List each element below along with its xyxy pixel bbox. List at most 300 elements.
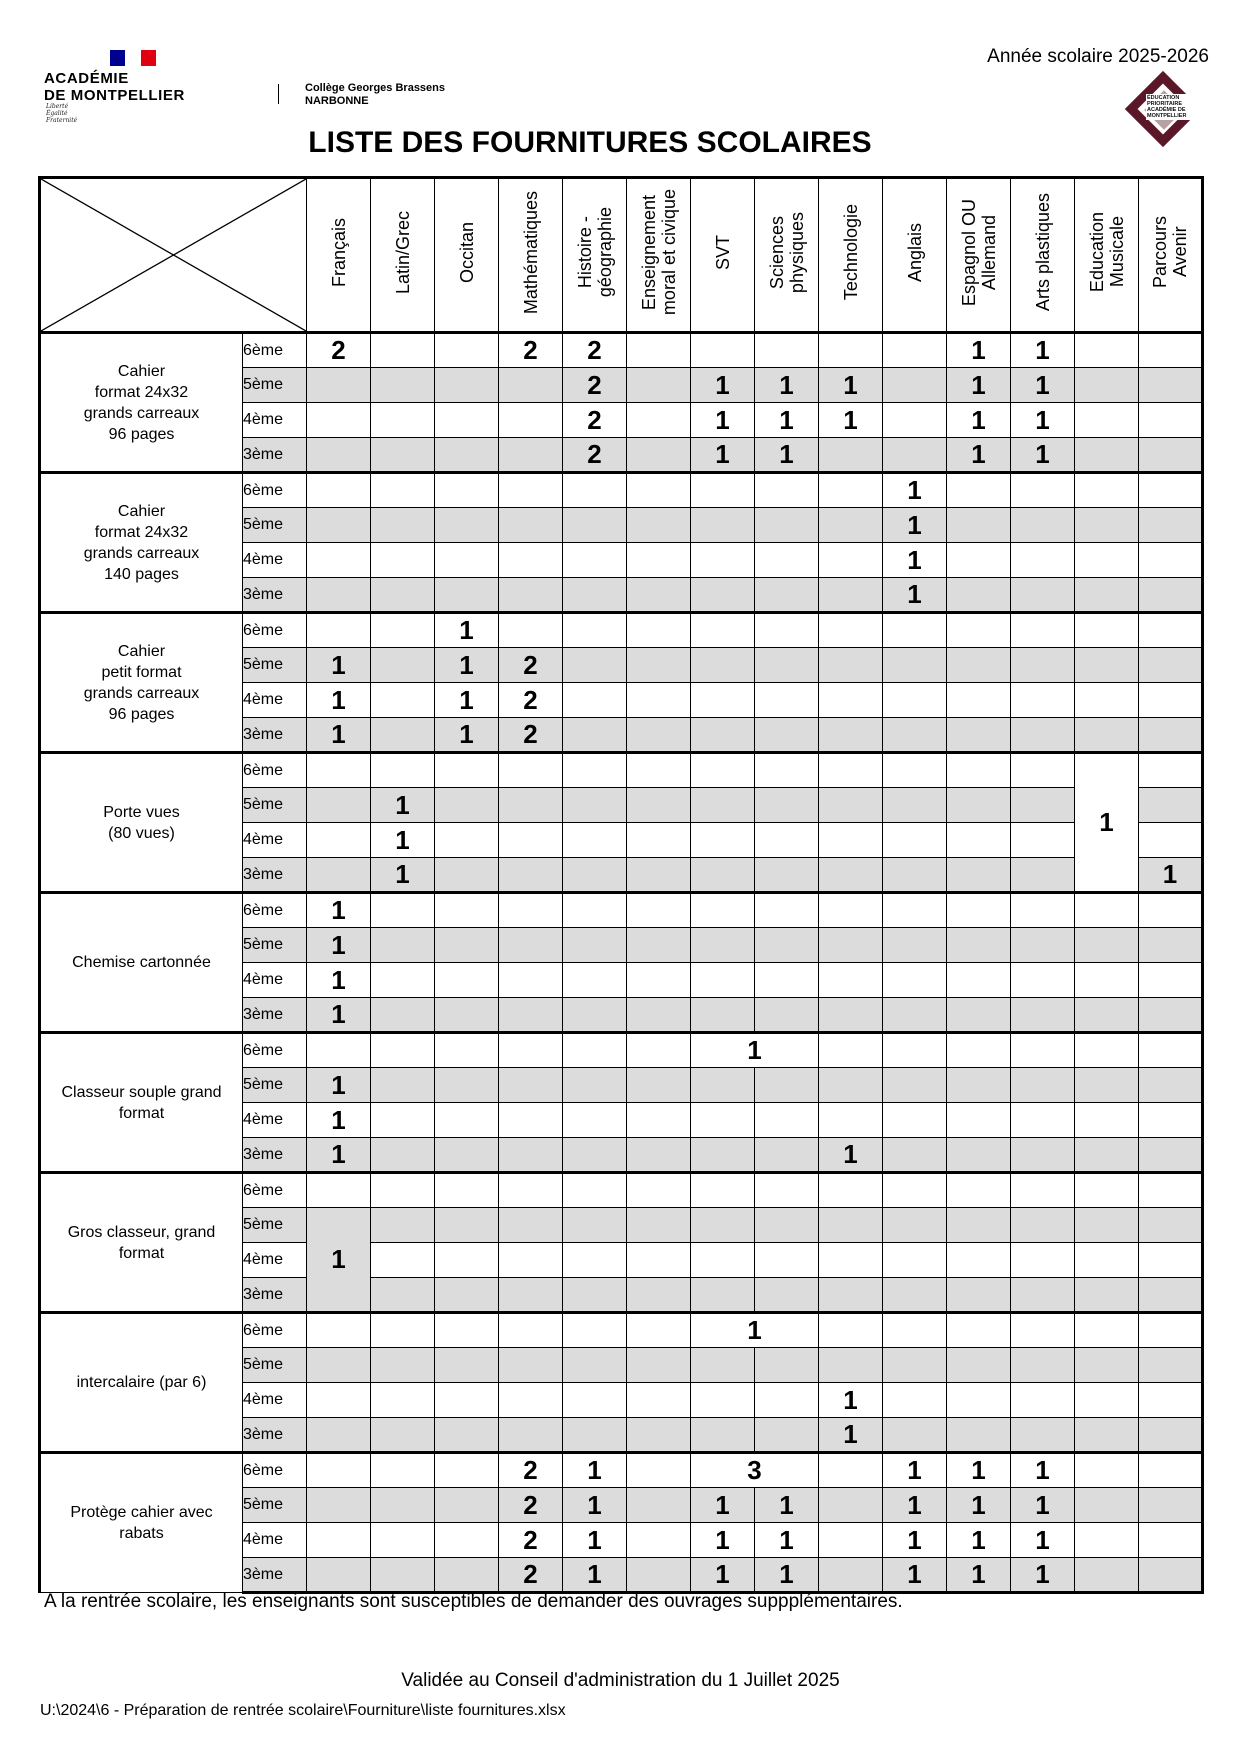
- quantity-cell: [371, 1558, 435, 1593]
- level-label: 6ème: [243, 753, 307, 788]
- quantity-cell: [947, 1138, 1011, 1173]
- quantity-cell: [1075, 368, 1139, 403]
- quantity-cell: [435, 858, 499, 893]
- quantity-cell: 1: [883, 473, 947, 508]
- quantity-cell: [307, 823, 371, 858]
- quantity-cell: [691, 543, 755, 578]
- quantity-cell: 1: [755, 1523, 819, 1558]
- quantity-cell: 1: [1011, 368, 1075, 403]
- quantity-cell: [627, 1068, 691, 1103]
- quantity-cell: [627, 473, 691, 508]
- quantity-cell: [627, 753, 691, 788]
- table-row: [40, 1453, 1203, 1488]
- quantity-cell: [1075, 1313, 1139, 1348]
- quantity-cell: [1011, 1033, 1075, 1068]
- quantity-cell: [371, 1103, 435, 1138]
- quantity-cell: [755, 1348, 819, 1383]
- academy-name-line1: ACADÉMIE: [44, 70, 129, 87]
- quantity-cell: [499, 893, 563, 928]
- quantity-cell: [435, 1418, 499, 1453]
- quantity-cell: [499, 1138, 563, 1173]
- level-label: 3ème: [243, 1418, 307, 1453]
- subject-header: [307, 178, 371, 333]
- subject-header: [435, 178, 499, 333]
- quantity-cell: [1075, 893, 1139, 928]
- quantity-cell: [435, 1208, 499, 1243]
- quantity-cell: 1: [307, 963, 371, 998]
- quantity-cell: [627, 648, 691, 683]
- quantity-cell: 1: [435, 683, 499, 718]
- quantity-cell: [627, 1558, 691, 1593]
- quantity-cell: [883, 1033, 947, 1068]
- quantity-cell: 2: [563, 403, 627, 438]
- quantity-cell: [1011, 578, 1075, 613]
- quantity-cell: [1139, 1103, 1203, 1138]
- subject-label: Histoire - géographie: [574, 207, 615, 298]
- quantity-cell: [563, 1243, 627, 1278]
- subject-label: Anglais: [904, 222, 925, 283]
- quantity-cell: [1075, 1033, 1139, 1068]
- quantity-cell: [563, 823, 627, 858]
- quantity-cell: [627, 543, 691, 578]
- quantity-cell: [1075, 1068, 1139, 1103]
- quantity-cell: 2: [563, 333, 627, 368]
- quantity-cell: [435, 1103, 499, 1138]
- college-title: Collège Georges Brassens: [305, 82, 446, 94]
- quantity-cell: [1075, 928, 1139, 963]
- quantity-cell: [1139, 718, 1203, 753]
- quantity-cell: [1139, 788, 1203, 823]
- quantity-cell: [1011, 543, 1075, 578]
- quantity-cell: [1139, 1243, 1203, 1278]
- quantity-cell: [755, 683, 819, 718]
- quantity-cell: [1075, 1138, 1139, 1173]
- quantity-cell: [755, 508, 819, 543]
- quantity-cell: 1: [819, 368, 883, 403]
- quantity-cell: [435, 893, 499, 928]
- quantity-cell: [435, 438, 499, 473]
- quantity-cell: [307, 1313, 371, 1348]
- quantity-cell: [371, 508, 435, 543]
- subject-label: SVT: [712, 234, 733, 270]
- quantity-cell: 1: [1011, 438, 1075, 473]
- quantity-cell: [883, 1348, 947, 1383]
- quantity-cell: 1: [307, 998, 371, 1033]
- quantity-cell: [563, 683, 627, 718]
- quantity-cell: [307, 753, 371, 788]
- quantity-cell: [947, 508, 1011, 543]
- quantity-cell: [947, 893, 1011, 928]
- quantity-cell: [371, 1313, 435, 1348]
- quantity-cell: [755, 998, 819, 1033]
- quantity-cell: [627, 613, 691, 648]
- quantity-cell: [1075, 998, 1139, 1033]
- quantity-cell: [435, 1558, 499, 1593]
- quantity-cell: 1: [1011, 333, 1075, 368]
- header-corner: [40, 178, 307, 333]
- quantity-cell: [947, 928, 1011, 963]
- quantity-cell: [435, 998, 499, 1033]
- quantity-cell: [435, 1033, 499, 1068]
- level-label: 6ème: [243, 893, 307, 928]
- table-row: [40, 1173, 1203, 1208]
- quantity-cell: [755, 578, 819, 613]
- footer-note: A la rentrée scolaire, les enseignants sont susceptibles de demander des ouvrages suppplémentaires.: [44, 1591, 903, 1612]
- quantity-cell: [1011, 1208, 1075, 1243]
- quantity-cell: [627, 718, 691, 753]
- subject-label: Education Musicale: [1086, 212, 1127, 293]
- subject-label: Technologie: [840, 204, 861, 301]
- quantity-cell: [947, 823, 1011, 858]
- level-label: 3ème: [243, 1558, 307, 1593]
- quantity-cell: [883, 1103, 947, 1138]
- quantity-cell: [1139, 928, 1203, 963]
- quantity-cell: [819, 543, 883, 578]
- quantity-cell: [1139, 1138, 1203, 1173]
- quantity-cell: [691, 858, 755, 893]
- quantity-cell: 1: [947, 403, 1011, 438]
- quantity-cell: [307, 1453, 371, 1488]
- quantity-cell: [563, 1173, 627, 1208]
- quantity-cell: [1011, 1243, 1075, 1278]
- quantity-cell: [371, 1138, 435, 1173]
- quantity-cell: [755, 963, 819, 998]
- quantity-cell: [1075, 683, 1139, 718]
- level-label: 5ème: [243, 1208, 307, 1243]
- quantity-cell: [371, 1418, 435, 1453]
- quantity-cell: [1139, 998, 1203, 1033]
- quantity-cell: [307, 1033, 371, 1068]
- quantity-cell: [627, 1278, 691, 1313]
- quantity-cell: [883, 858, 947, 893]
- quantity-cell: [563, 858, 627, 893]
- quantity-cell: [307, 473, 371, 508]
- quantity-cell: 1: [691, 368, 755, 403]
- quantity-cell: [1075, 1418, 1139, 1453]
- quantity-cell: [1139, 1068, 1203, 1103]
- quantity-cell: [755, 1138, 819, 1173]
- quantity-cell: [563, 1033, 627, 1068]
- quantity-cell: 1: [307, 648, 371, 683]
- page-title: LISTE DES FOURNITURES SCOLAIRES: [308, 126, 872, 159]
- level-label: 3ème: [243, 1138, 307, 1173]
- level-label: 3ème: [243, 438, 307, 473]
- quantity-cell: [499, 788, 563, 823]
- quantity-cell: [1139, 683, 1203, 718]
- quantity-cell: [499, 403, 563, 438]
- quantity-cell: [371, 403, 435, 438]
- quantity-cell: [627, 1453, 691, 1488]
- quantity-cell: [755, 1418, 819, 1453]
- quantity-cell: [947, 1418, 1011, 1453]
- quantity-cell: [1075, 613, 1139, 648]
- quantity-cell: [883, 1068, 947, 1103]
- quantity-cell: [371, 893, 435, 928]
- quantity-cell: [1075, 1173, 1139, 1208]
- quantity-cell: 1: [947, 1523, 1011, 1558]
- quantity-cell: [691, 998, 755, 1033]
- quantity-cell: 1: [371, 858, 435, 893]
- quantity-cell: 1: [1139, 858, 1203, 893]
- quantity-cell: [1075, 438, 1139, 473]
- quantity-cell: [1139, 1558, 1203, 1593]
- quantity-cell: [755, 893, 819, 928]
- quantity-cell: [563, 1383, 627, 1418]
- quantity-cell: [1139, 1173, 1203, 1208]
- quantity-cell: [627, 1348, 691, 1383]
- quantity-cell: [819, 963, 883, 998]
- quantity-cell: [371, 1383, 435, 1418]
- subject-label: Mathématiques: [520, 190, 541, 315]
- quantity-cell: [947, 473, 1011, 508]
- quantity-cell: [755, 753, 819, 788]
- quantity-cell: [691, 893, 755, 928]
- quantity-cell: 3: [691, 1453, 819, 1488]
- quantity-cell: [755, 1103, 819, 1138]
- quantity-cell: [499, 1033, 563, 1068]
- quantity-cell: [563, 963, 627, 998]
- quantity-cell: [499, 613, 563, 648]
- subject-header-row: [40, 178, 1203, 333]
- quantity-cell: [691, 648, 755, 683]
- quantity-cell: 1: [691, 1033, 819, 1068]
- quantity-cell: [1075, 1208, 1139, 1243]
- quantity-cell: [1075, 1348, 1139, 1383]
- quantity-cell: [947, 648, 1011, 683]
- quantity-cell: 1: [371, 823, 435, 858]
- quantity-cell: [371, 578, 435, 613]
- quantity-cell: [1011, 893, 1075, 928]
- quantity-cell: [627, 403, 691, 438]
- quantity-cell: [1139, 438, 1203, 473]
- quantity-cell: [1011, 788, 1075, 823]
- quantity-cell: [499, 1383, 563, 1418]
- quantity-cell: 1: [883, 1488, 947, 1523]
- quantity-cell: 1: [819, 403, 883, 438]
- quantity-cell: [1075, 508, 1139, 543]
- quantity-cell: [627, 683, 691, 718]
- college-name: [305, 82, 445, 108]
- quantity-cell: [435, 1068, 499, 1103]
- quantity-cell: [883, 1383, 947, 1418]
- quantity-cell: [691, 753, 755, 788]
- quantity-cell: [1011, 1173, 1075, 1208]
- quantity-cell: 2: [499, 1523, 563, 1558]
- quantity-cell: 1: [563, 1488, 627, 1523]
- supplies-table: [38, 176, 1204, 1594]
- quantity-cell: [307, 1173, 371, 1208]
- quantity-cell: [627, 1033, 691, 1068]
- subject-label: Sciences physiques: [766, 211, 807, 294]
- quantity-cell: [627, 858, 691, 893]
- quantity-cell: [1139, 823, 1203, 858]
- quantity-cell: [819, 893, 883, 928]
- quantity-cell: [883, 1138, 947, 1173]
- quantity-cell: [691, 1138, 755, 1173]
- quantity-cell: 1: [307, 1138, 371, 1173]
- quantity-cell: [883, 1173, 947, 1208]
- quantity-cell: [947, 788, 1011, 823]
- quantity-cell: 1: [691, 1488, 755, 1523]
- quantity-cell: [627, 1523, 691, 1558]
- quantity-cell: [1139, 753, 1203, 788]
- quantity-cell: [883, 1208, 947, 1243]
- quantity-cell: 1: [691, 1313, 819, 1348]
- quantity-cell: [563, 893, 627, 928]
- quantity-cell: [883, 1418, 947, 1453]
- quantity-cell: 2: [499, 1488, 563, 1523]
- quantity-cell: [1139, 543, 1203, 578]
- quantity-cell: [1011, 613, 1075, 648]
- quantity-cell: 1: [371, 788, 435, 823]
- quantity-cell: [563, 1208, 627, 1243]
- quantity-cell: [307, 1348, 371, 1383]
- level-label: 4ème: [243, 1103, 307, 1138]
- quantity-cell: [947, 718, 1011, 753]
- quantity-cell: [307, 368, 371, 403]
- quantity-cell: [499, 753, 563, 788]
- level-label: 5ème: [243, 1348, 307, 1383]
- quantity-cell: 1: [947, 1488, 1011, 1523]
- quantity-cell: [1075, 543, 1139, 578]
- quantity-cell: [819, 788, 883, 823]
- quantity-cell: [307, 578, 371, 613]
- quantity-cell: [691, 1173, 755, 1208]
- academy-name-line2: DE MONTPELLIER: [44, 87, 185, 104]
- quantity-cell: [435, 403, 499, 438]
- quantity-cell: [1139, 403, 1203, 438]
- quantity-cell: 2: [499, 683, 563, 718]
- quantity-cell: [755, 473, 819, 508]
- quantity-cell: 1: [307, 718, 371, 753]
- quantity-cell: [499, 438, 563, 473]
- quantity-cell: [1139, 963, 1203, 998]
- quantity-cell: [755, 1278, 819, 1313]
- quantity-cell: [307, 438, 371, 473]
- level-label: 6ème: [243, 1173, 307, 1208]
- quantity-cell: 1: [819, 1383, 883, 1418]
- quantity-cell: 2: [563, 438, 627, 473]
- level-label: 4ème: [243, 683, 307, 718]
- quantity-cell: [1011, 1103, 1075, 1138]
- quantity-cell: 1: [883, 578, 947, 613]
- quantity-cell: [371, 1068, 435, 1103]
- table-row: [40, 333, 1203, 368]
- quantity-cell: [627, 1103, 691, 1138]
- quantity-cell: [883, 788, 947, 823]
- quantity-cell: [307, 788, 371, 823]
- level-label: 6ème: [243, 1313, 307, 1348]
- quantity-cell: [371, 438, 435, 473]
- quantity-cell: [947, 1278, 1011, 1313]
- quantity-cell: [883, 718, 947, 753]
- quantity-cell: [1075, 403, 1139, 438]
- quantity-cell: [819, 753, 883, 788]
- quantity-cell: [1075, 1278, 1139, 1313]
- level-label: 5ème: [243, 1488, 307, 1523]
- page-header: [0, 0, 1241, 170]
- subject-label: Enseignement moral et civique: [638, 189, 679, 316]
- subject-header: [371, 178, 435, 333]
- quantity-cell: [1139, 1523, 1203, 1558]
- quantity-cell: [947, 1033, 1011, 1068]
- quantity-cell: [755, 823, 819, 858]
- quantity-cell: [819, 333, 883, 368]
- quantity-cell: [819, 858, 883, 893]
- quantity-cell: 1: [1011, 1453, 1075, 1488]
- level-label: 3ème: [243, 998, 307, 1033]
- supply-item-name: Cahier petit format grands carreaux 96 pages: [40, 613, 243, 753]
- quantity-cell: [755, 1383, 819, 1418]
- quantity-cell: [691, 963, 755, 998]
- quantity-cell: 1: [563, 1453, 627, 1488]
- motto-liberte: Liberté: [46, 103, 69, 110]
- quantity-cell: [819, 998, 883, 1033]
- quantity-cell: 1: [1075, 753, 1139, 893]
- level-label: 4ème: [243, 543, 307, 578]
- quantity-cell: [1139, 333, 1203, 368]
- quantity-cell: [307, 403, 371, 438]
- quantity-cell: [1075, 1488, 1139, 1523]
- table-row: [40, 753, 1203, 788]
- quantity-cell: [691, 508, 755, 543]
- quantity-cell: [371, 753, 435, 788]
- quantity-cell: 1: [307, 893, 371, 928]
- quantity-cell: [563, 1138, 627, 1173]
- quantity-cell: 2: [499, 1453, 563, 1488]
- quantity-cell: [883, 613, 947, 648]
- quantity-cell: [819, 718, 883, 753]
- quantity-cell: [755, 1068, 819, 1103]
- quantity-cell: [1139, 1278, 1203, 1313]
- quantity-cell: 1: [691, 1558, 755, 1593]
- quantity-cell: 1: [1011, 1488, 1075, 1523]
- level-label: 5ème: [243, 368, 307, 403]
- quantity-cell: [755, 858, 819, 893]
- quantity-cell: [883, 823, 947, 858]
- supply-item-name: Gros classeur, grand format: [40, 1173, 243, 1313]
- quantity-cell: [371, 473, 435, 508]
- quantity-cell: 1: [435, 648, 499, 683]
- quantity-cell: 1: [563, 1558, 627, 1593]
- quantity-cell: [1011, 1313, 1075, 1348]
- quantity-cell: [819, 613, 883, 648]
- quantity-cell: [1075, 1523, 1139, 1558]
- quantity-cell: 1: [307, 1208, 371, 1313]
- quantity-cell: [435, 928, 499, 963]
- quantity-cell: 1: [1011, 1558, 1075, 1593]
- quantity-cell: [883, 648, 947, 683]
- level-label: 5ème: [243, 648, 307, 683]
- quantity-cell: [435, 1453, 499, 1488]
- quantity-cell: [435, 368, 499, 403]
- quantity-cell: [371, 613, 435, 648]
- quantity-cell: 2: [499, 333, 563, 368]
- quantity-cell: [371, 1208, 435, 1243]
- quantity-cell: [1011, 753, 1075, 788]
- quantity-cell: 1: [307, 1068, 371, 1103]
- quantity-cell: [1075, 578, 1139, 613]
- quantity-cell: [947, 1348, 1011, 1383]
- quantity-cell: [499, 543, 563, 578]
- quantity-cell: [691, 718, 755, 753]
- quantity-cell: [627, 1243, 691, 1278]
- quantity-cell: [499, 1313, 563, 1348]
- quantity-cell: [307, 543, 371, 578]
- quantity-cell: [1139, 893, 1203, 928]
- quantity-cell: [819, 438, 883, 473]
- quantity-cell: [883, 333, 947, 368]
